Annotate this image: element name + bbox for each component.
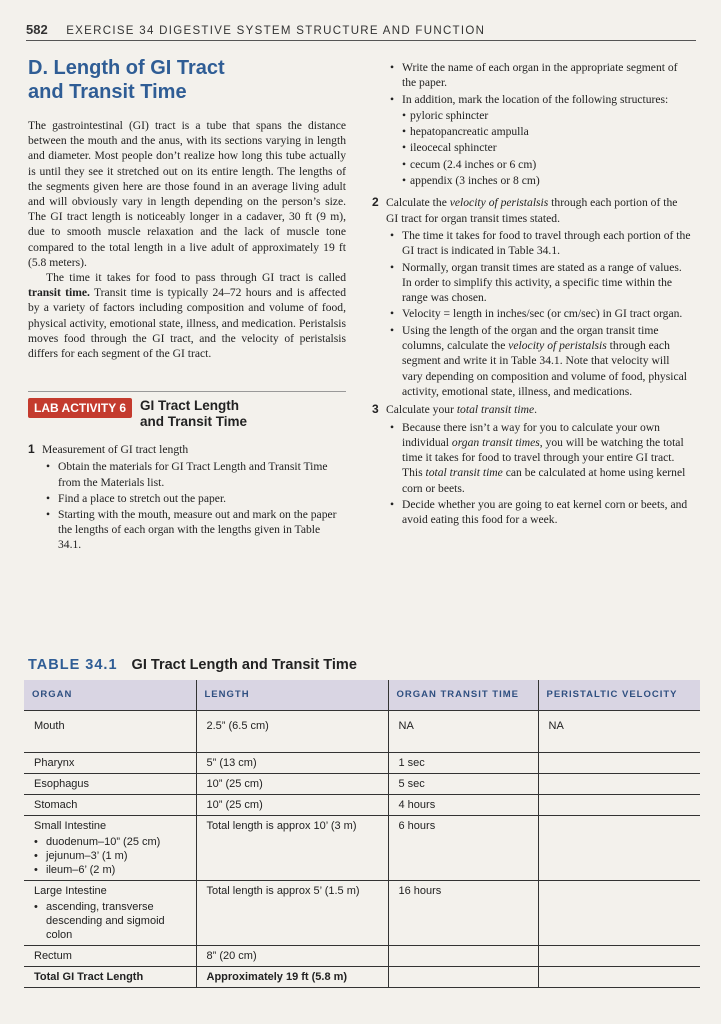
lab-activity-title <box>140 398 247 430</box>
structure-item: • cecum (2.4 inches or 6 cm) <box>402 157 692 172</box>
length-cell: 10” (25 cm) <box>196 795 388 816</box>
table-caption <box>28 657 357 673</box>
step-heading <box>386 195 692 226</box>
organ-sublist <box>34 900 188 942</box>
organ-subitem: • duodenum–10” (25 cm) <box>34 835 188 849</box>
column-header: ORGAN TRANSIT TIME <box>388 680 538 711</box>
structure-item: • hepatopancreatic ampulla <box>402 124 692 139</box>
section-title-line2: and Transit Time <box>28 81 187 103</box>
step-body <box>386 195 692 400</box>
length-cell: 10” (25 cm) <box>196 774 388 795</box>
organ-sublist <box>34 835 188 877</box>
organ-cell: Rectum <box>24 946 196 967</box>
step-heading: Measurement of GI tract length <box>42 443 189 457</box>
length-cell: 2.5” (6.5 cm) <box>196 711 388 753</box>
transit-cell: 16 hours <box>388 881 538 946</box>
bullet-item: • Velocity = length in inches/sec (or cm/sec) in GI tract organ. <box>386 306 692 321</box>
structure-item: • pyloric sphincter <box>402 108 692 123</box>
bullet-item: • Find a place to stretch out the paper. <box>42 491 346 506</box>
term-organ-transit-times: organ transit times <box>451 435 540 449</box>
step-body <box>42 442 346 553</box>
column-header: LENGTH <box>196 680 388 711</box>
length-cell: Approximately 19 ft (5.8 m) <box>196 967 388 988</box>
term-total-transit-time: total transit time <box>456 403 535 417</box>
velocity-cell[interactable]: NA <box>538 711 700 753</box>
section-title <box>28 56 346 104</box>
paragraph-text: The time it takes for food to pass through GI tract is called <box>46 271 346 285</box>
organ-cell: Total GI Tract Length <box>24 967 196 988</box>
step-1 <box>28 442 346 553</box>
running-header <box>26 22 696 41</box>
organ-cell: Mouth <box>24 711 196 753</box>
bullet-item: • Starting with the mouth, measure out and mark on the paper the lengths of each organ with the lengths given in Table 34.1. <box>42 507 346 553</box>
velocity-cell[interactable] <box>538 774 700 795</box>
structure-item: • appendix (3 inches or 8 cm) <box>402 173 692 188</box>
step-body <box>386 58 692 189</box>
organ-subitem: • ascending, transverse descending and sigmoid colon <box>34 900 188 942</box>
lab-steps-left <box>28 442 346 553</box>
bullet-item <box>386 420 692 496</box>
transit-cell <box>388 946 538 967</box>
step-heading <box>386 402 692 417</box>
page-number: 582 <box>26 22 48 37</box>
step-text: Calculate the <box>386 196 450 210</box>
table-row <box>24 711 700 753</box>
table-row <box>24 774 700 795</box>
step-number-spacer <box>372 58 386 189</box>
transit-cell: NA <box>388 711 538 753</box>
organ-cell <box>24 881 196 946</box>
lab-activity-badge: LAB ACTIVITY 6 <box>28 398 132 418</box>
length-cell: 5” (13 cm) <box>196 753 388 774</box>
section-body <box>28 118 346 361</box>
bullet-text: In addition, mark the location of the following structures: <box>402 92 669 106</box>
table-row <box>24 795 700 816</box>
step-1-continued <box>372 58 692 189</box>
column-header: ORGAN <box>24 680 196 711</box>
step-bullets <box>42 459 346 552</box>
structure-item: • ileocecal sphincter <box>402 140 692 155</box>
velocity-cell[interactable] <box>538 967 700 988</box>
term-total-transit-time: total transit time <box>425 466 503 480</box>
table-row <box>24 881 700 946</box>
transit-cell: 4 hours <box>388 795 538 816</box>
gi-tract-table <box>24 680 700 988</box>
organ-subitem: • jejunum–3’ (1 m) <box>34 849 188 863</box>
transit-cell: 1 sec <box>388 753 538 774</box>
organ-subitem: • ileum–6’ (2 m) <box>34 863 188 877</box>
lab-title-line1: GI Tract Length <box>140 398 240 414</box>
organ-cell <box>24 816 196 881</box>
right-column <box>372 58 692 531</box>
velocity-cell[interactable] <box>538 816 700 881</box>
table-total-row <box>24 967 700 988</box>
lab-activity-header <box>28 391 346 430</box>
organ-cell: Esophagus <box>24 774 196 795</box>
table-row <box>24 946 700 967</box>
bullet-text: Because there isn’t a way for you to calculate your own individual <box>402 420 660 449</box>
organ-cell: Stomach <box>24 795 196 816</box>
length-cell: 8” (20 cm) <box>196 946 388 967</box>
paragraph-text: Transit time is typically 24–72 hours and is affected by a variety of factors including composition and volume of food, physical activity, emotional state, illness, and medication. Peristalsis moves food through the GI tract, and the velocity of peristalsis differs for each segment of the GI tract. <box>28 286 346 361</box>
organ-cell: Pharynx <box>24 753 196 774</box>
bullet-item: • Obtain the materials for GI Tract Length and Transit Time from the Materials list. <box>42 459 346 489</box>
step-bullets <box>386 60 692 188</box>
term-velocity: velocity of peristalsis <box>449 196 549 210</box>
bullet-item: • Write the name of each organ in the appropriate segment of the paper. <box>386 60 692 91</box>
velocity-cell[interactable] <box>538 753 700 774</box>
bullet-item <box>386 323 692 399</box>
step-3 <box>372 402 692 528</box>
term-velocity: velocity of peristalsis <box>508 339 607 353</box>
step-number: 1 <box>28 442 35 457</box>
organ-name: Large Intestine <box>34 885 107 897</box>
bullet-text: , you will be watching the total time it takes for food to travel through your entire GI tract. This <box>402 435 684 480</box>
step-text: . <box>534 403 538 417</box>
paragraph-transit-time <box>28 270 346 361</box>
running-title: EXERCISE 34 DIGESTIVE SYSTEM STRUCTURE AND FUNCTION <box>66 25 486 37</box>
step-text: Calculate your <box>386 403 457 417</box>
transit-cell: 5 sec <box>388 774 538 795</box>
step-bullets <box>386 228 692 399</box>
term-transit-time: transit time. <box>28 286 90 300</box>
table-title: GI Tract Length and Transit Time <box>131 657 357 673</box>
length-cell: Total length is approx 5’ (1.5 m) <box>196 881 388 946</box>
table-header-row <box>24 680 700 711</box>
velocity-cell[interactable] <box>538 795 700 816</box>
section-title-line1: D. Length of GI Tract <box>28 57 225 79</box>
bullet-item <box>386 92 692 189</box>
left-column <box>28 56 346 556</box>
table-row <box>24 753 700 774</box>
structure-list <box>402 108 692 188</box>
column-header: PERISTALTIC VELOCITY <box>538 680 700 711</box>
bullet-item: • Decide whether you are going to eat kernel corn or beets, and avoid eating this food for a week. <box>386 497 692 528</box>
velocity-cell[interactable] <box>538 946 700 967</box>
bullet-text: through each segment and write it in Table 34.1. Note that velocity will vary depending on composition and volume of food, physical activity, emotional state, illness, and medications. <box>402 339 687 398</box>
step-text: through each portion of the GI tract for organ transit times stated. <box>386 196 678 225</box>
step-number: 3 <box>372 402 379 417</box>
table-number: TABLE 34.1 <box>28 657 118 673</box>
organ-name: Small Intestine <box>34 820 107 832</box>
lab-title-line2: and Transit Time <box>140 414 248 430</box>
paragraph-gi-tract: The gastrointestinal (GI) tract is a tube that spans the distance between the mouth and the anus, with its sections varying in length and diameter. Most people don’t realize how long this tube actually is until they see it stretched out on its entire length. The lengths of the segments given here are those found in an average living adult and will obviously vary in length depending on the person’s size. The GI tract length is noticeably longer in a cadaver, 30 ft (9 m), due to smooth muscle relaxation and the lack of muscle tone compared to the total length in a live adult of approximately 19 ft (5.8 meters). <box>28 119 346 269</box>
transit-cell: 6 hours <box>388 816 538 881</box>
step-bullets <box>386 420 692 528</box>
step-number: 2 <box>372 195 379 210</box>
step-body <box>386 402 692 528</box>
step-2 <box>372 195 692 400</box>
bullet-item: • The time it takes for food to travel through each portion of the GI tract is indicated in Table 34.1. <box>386 228 692 259</box>
table-row <box>24 816 700 881</box>
length-cell: Total length is approx 10’ (3 m) <box>196 816 388 881</box>
velocity-cell[interactable] <box>538 881 700 946</box>
transit-cell[interactable] <box>388 967 538 988</box>
bullet-text: can be calculated at home using kernel corn or beets. <box>402 466 686 495</box>
bullet-item: • Normally, organ transit times are stated as a range of values. In order to simplify this activity, a specific time within the range was chosen. <box>386 260 692 306</box>
bullet-text: Using the length of the organ and the organ transit time columns, calculate the <box>402 323 659 353</box>
